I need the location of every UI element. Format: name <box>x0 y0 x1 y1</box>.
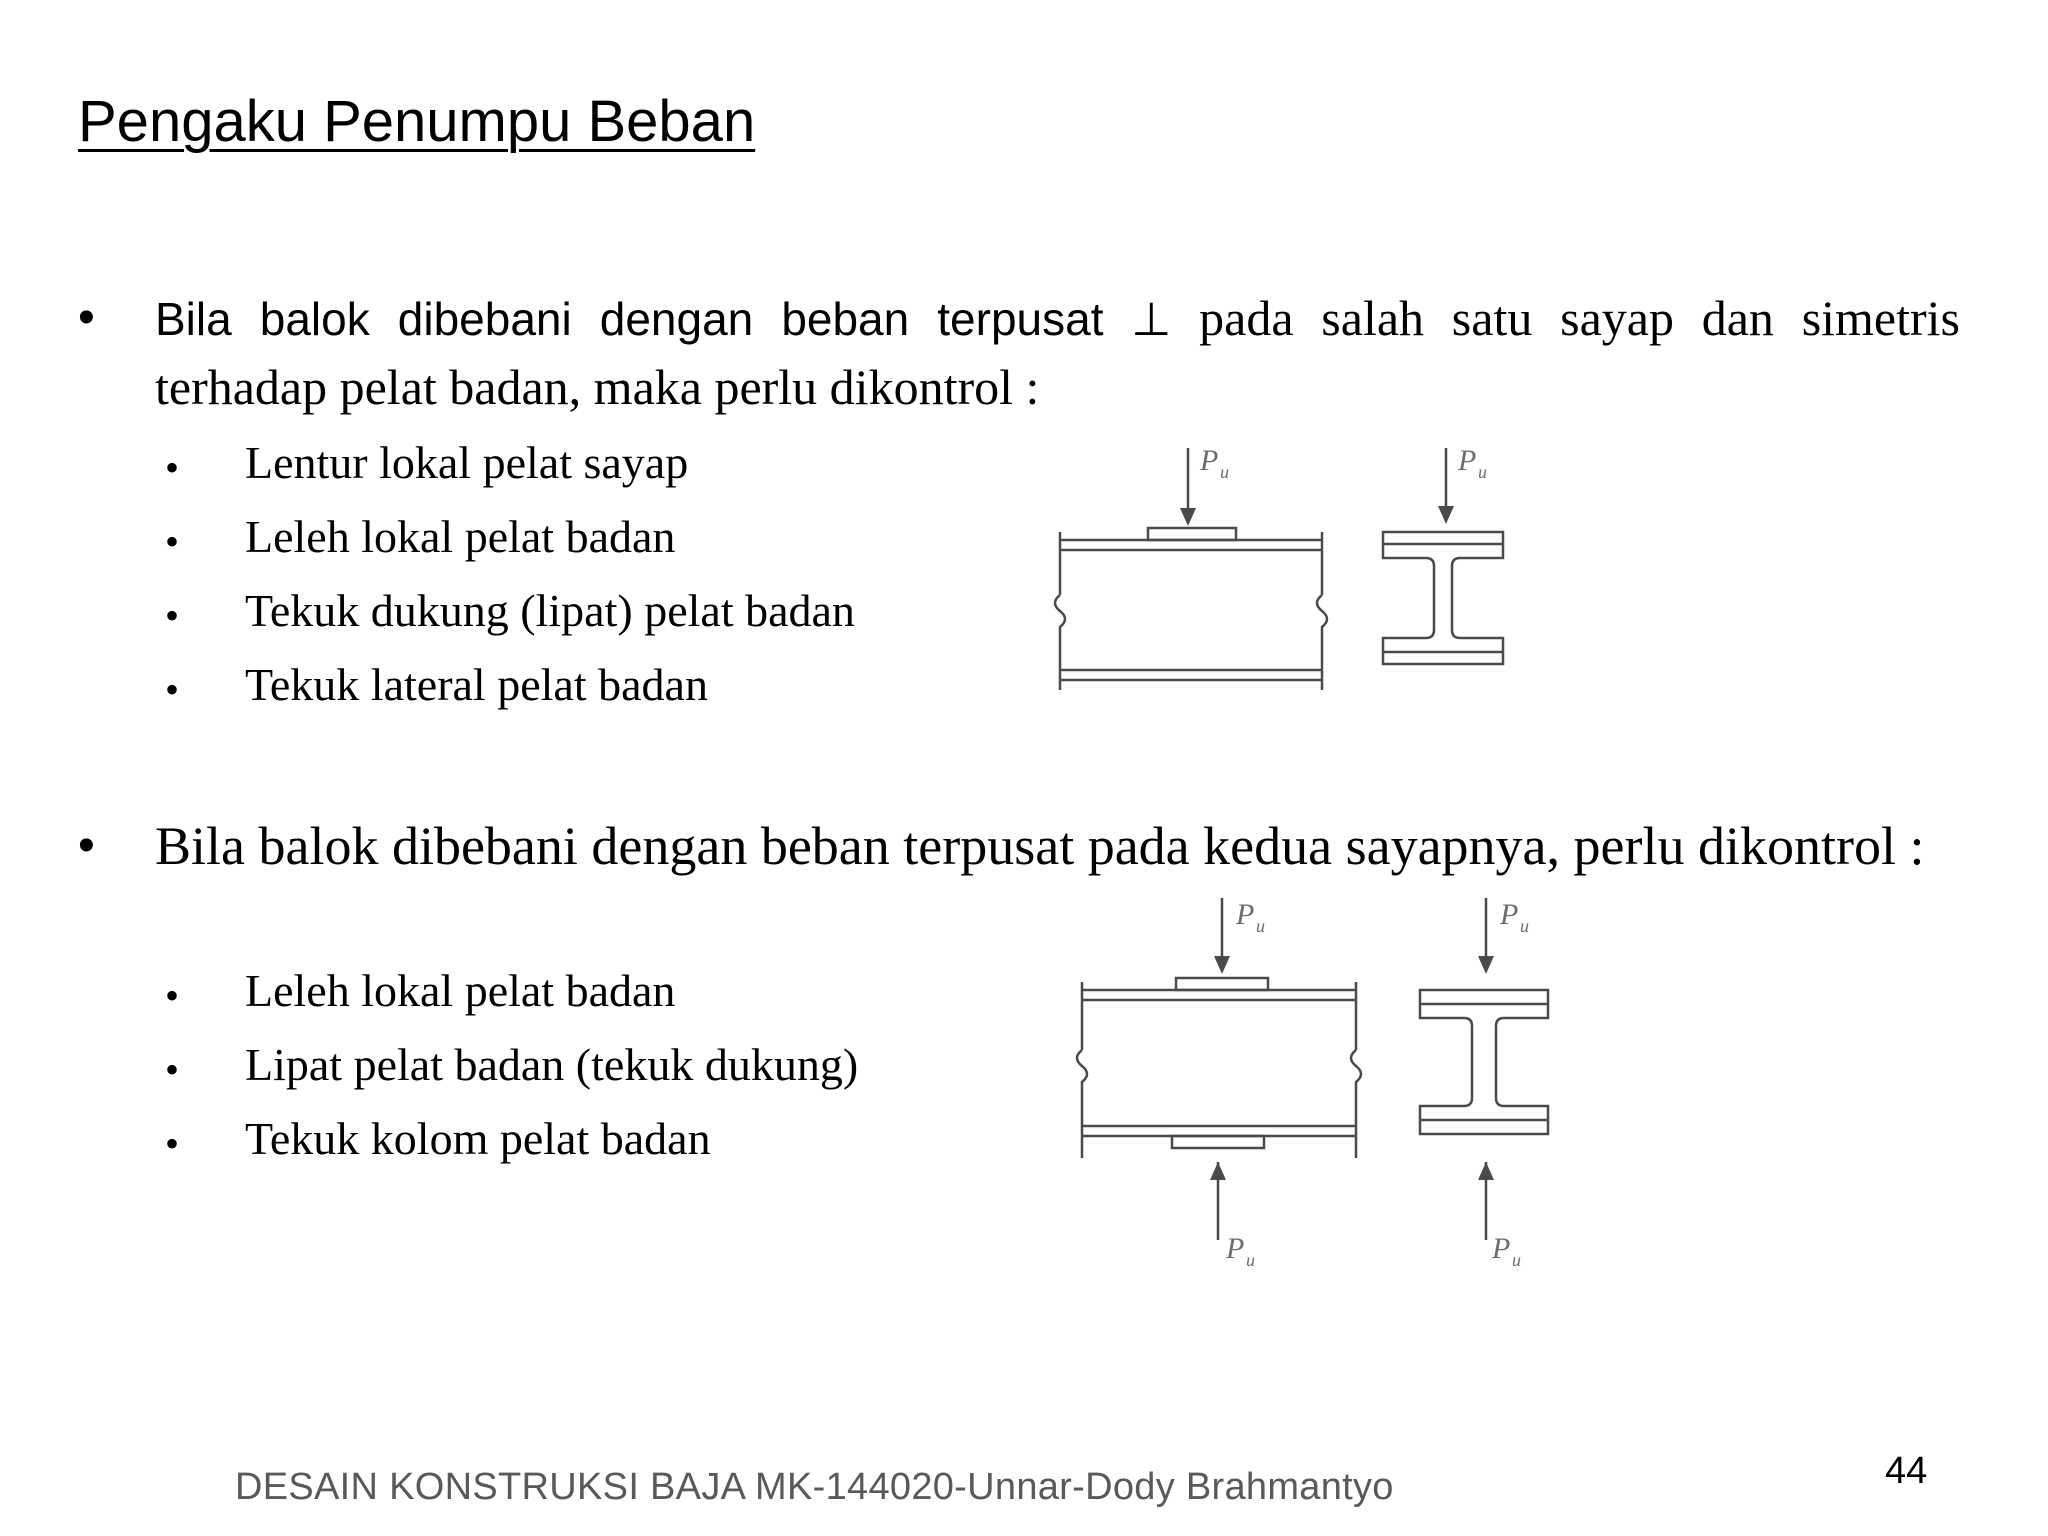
section2-item-3: Tekuk kolom pelat badan <box>245 1113 711 1164</box>
section1-item-2: Leleh lokal pelat badan <box>245 511 676 562</box>
load-label: P <box>1226 1232 1245 1265</box>
section2-item-1: Leleh lokal pelat badan <box>245 965 676 1016</box>
load-arrow-head <box>1180 508 1196 526</box>
load-label: P <box>1492 1232 1511 1265</box>
load-arrow-head <box>1438 506 1454 524</box>
i-section <box>1383 532 1503 664</box>
sub-bullet: • <box>165 1047 180 1092</box>
section1-intro-part2: pada salah satu sayap dan simetris terhadap pelat badan, maka perlu dikontrol : <box>155 290 1961 415</box>
load-arrow-head <box>1214 956 1230 974</box>
section1-item-4: Tekuk lateral pelat badan <box>245 659 708 710</box>
sub-bullet: • <box>165 593 180 638</box>
load-label: P <box>1500 898 1519 931</box>
section1-intro-part1: Bila balok dibebani dengan beban terpusat <box>155 293 1104 345</box>
load-arrow-head <box>1478 956 1494 974</box>
load-label-sub: u <box>1246 1250 1255 1270</box>
section1-item-1: Lentur lokal pelat sayap <box>245 437 689 488</box>
figure-single-flange-load <box>1040 440 1520 710</box>
load-label-sub: u <box>1520 916 1529 936</box>
load-label: P <box>1236 898 1255 931</box>
load-arrow-head <box>1210 1162 1226 1180</box>
bearing-plate-bottom <box>1172 1136 1264 1148</box>
load-label: P <box>1458 444 1477 477</box>
footer-text: DESAIN KONSTRUKSI BAJA MK-144020-Unnar-Dody Brahmantyo <box>235 1466 1394 1508</box>
load-label-sub: u <box>1478 462 1487 482</box>
sub-bullet: • <box>165 1121 180 1166</box>
section1-intro <box>155 284 1960 421</box>
bearing-plate-top <box>1176 978 1268 990</box>
load-label: P <box>1200 444 1219 477</box>
sub-bullet: • <box>165 445 180 490</box>
section2-intro: Bila balok dibebani dengan beban terpusat pada kedua sayapnya, perlu dikontrol : <box>155 816 1925 876</box>
page-number: 44 <box>1885 1450 1928 1492</box>
sub-bullet: • <box>165 519 180 564</box>
i-section <box>1420 990 1548 1134</box>
bullet-2: • <box>78 819 95 872</box>
bearing-plate <box>1148 528 1236 540</box>
section1-item-3: Tekuk dukung (lipat) pelat badan <box>245 585 855 636</box>
sub-bullet: • <box>165 973 180 1018</box>
load-arrow-head <box>1478 1162 1494 1180</box>
figure-both-flange-load <box>1060 890 1580 1280</box>
page-title: Pengaku Penumpu Beban <box>78 89 756 154</box>
sub-bullet: • <box>165 667 180 712</box>
load-label-sub: u <box>1256 916 1265 936</box>
load-label-sub: u <box>1512 1250 1521 1270</box>
section2-item-2: Lipat pelat badan (tekuk dukung) <box>245 1039 859 1090</box>
load-label-sub: u <box>1220 462 1229 482</box>
perpendicular-symbol: ⊥ <box>1131 292 1172 346</box>
bullet-1: • <box>78 291 95 344</box>
